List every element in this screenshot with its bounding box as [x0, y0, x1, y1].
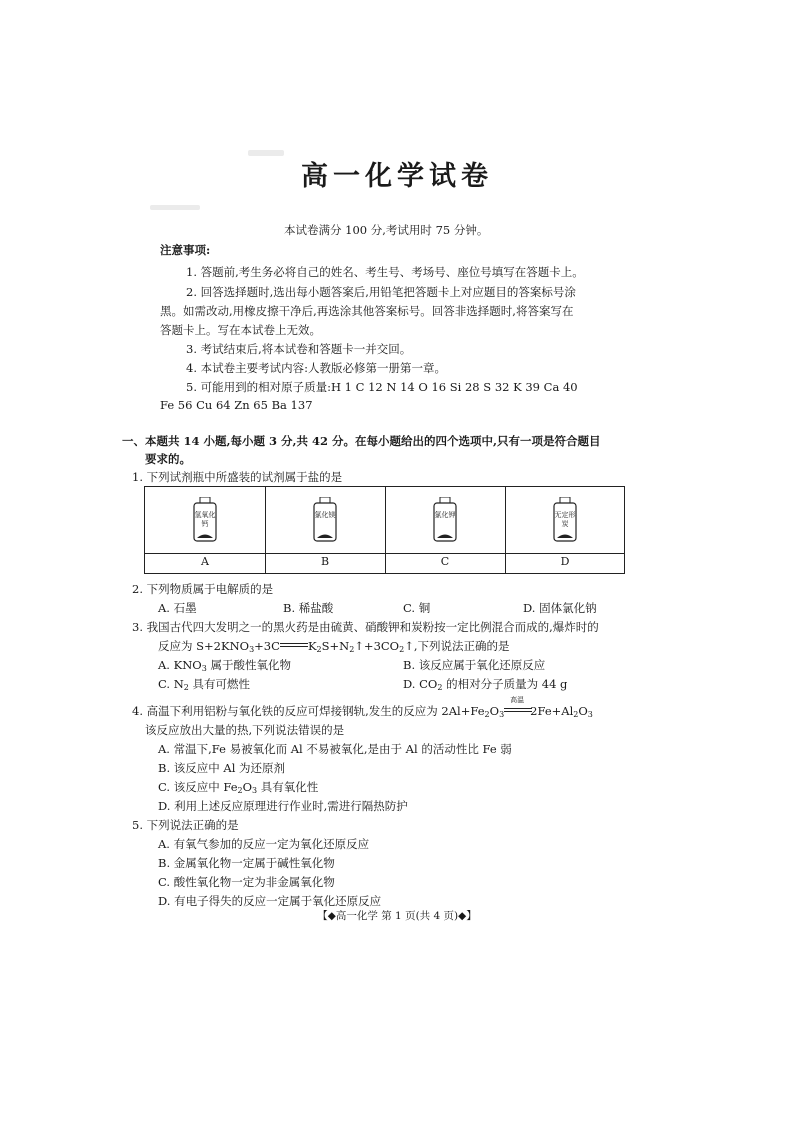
question-1-stem: 1. 下列试剂瓶中所盛装的试剂属于盐的是 [132, 470, 343, 484]
bottle-label: 氢氧化钙 [194, 511, 216, 528]
question-2-option: D. 固体氯化钠 [523, 601, 597, 615]
question-3-stem: 3. 我国古代四大发明之一的黑火药是由硫黄、硝酸钾和炭粉按一定比例混合而成的,爆炸时的 [132, 620, 599, 634]
question-5-stem: 5. 下列说法正确的是 [132, 818, 239, 832]
notice-line: 1. 答题前,考生务必将自己的姓名、考生号、考场号、座位号填写在答题卡上。 [186, 265, 584, 279]
question-2-option: C. 铜 [403, 601, 431, 615]
question-3-equation: 反应为 $S+2KNO_3+3C$ $K_2S+N_2↑+3CO_2↑$,下列说法正确的是 [158, 639, 510, 654]
notice-line: 黑。如需改动,用橡皮擦干净后,再选涂其他答案标号。回答非选择题时,将答案写在 [160, 304, 574, 318]
question-4-option-a: A. 常温下,Fe 易被氧化而 Al 不易被氧化,是由于 Al 的活动性比 Fe 弱 [158, 742, 512, 756]
option-letter: C [440, 555, 450, 568]
question-4-option-d: D. 利用上述反应原理进行作业时,需进行隔热防护 [158, 799, 408, 813]
question-1-bottle-table [144, 486, 625, 574]
section-heading: 一、本题共 14 小题,每小题 3 分,共 42 分。在每小题给出的四个选项中,只有一项是符合题目 [122, 434, 601, 448]
bottle-cell-a [145, 487, 265, 553]
question-3-option-b: B. 该反应属于氧化还原反应 [403, 658, 546, 672]
question-3-option-c: C. $N_2$ 具有可燃性 [158, 677, 251, 692]
question-2-stem: 2. 下列物质属于电解质的是 [132, 582, 274, 596]
notice-line: 5. 可能用到的相对原子质量:H 1 C 12 N 14 O 16 Si 28 S 32 K 39 Ca 40 [186, 380, 578, 394]
option-letter: D [560, 555, 570, 568]
question-4-option-b: B. 该反应中 Al 为还原剂 [158, 761, 286, 775]
bottle-cell-c [385, 487, 505, 553]
question-2-option: B. 稀盐酸 [283, 601, 334, 615]
question-4-option-c: C. 该反应中 $Fe_2O_3$ 具有氧化性 [158, 780, 319, 795]
bottle-label: 无定形炭 [554, 511, 576, 528]
notice-line: 3. 考试结束后,将本试卷和答题卡一并交回。 [186, 342, 412, 356]
notice-heading: 注意事项: [160, 243, 211, 257]
notice-line: 答题卡上。写在本试卷上无效。 [160, 323, 321, 337]
page-footer: 【◆高一化学 第 1 页(共 4 页)◆】 [317, 910, 477, 922]
page-title: 高一化学试卷 [301, 161, 493, 192]
question-3-option-a: A. $KNO_3$ 属于酸性氧化物 [158, 658, 291, 673]
bottle-cell-b [265, 487, 385, 553]
question-3-option-d: D. $CO_2$ 的相对分子质量为 44 g [403, 677, 568, 692]
notice-line: 4. 本试卷主要考试内容:人教版必修第一册第一章。 [186, 361, 446, 375]
notice-line: 2. 回答选择题时,选出每小题答案后,用铅笔把答题卡上对应题目的答案标号涂 [186, 285, 576, 299]
option-letter: B [320, 555, 330, 568]
question-4-stem: 4. 高温下利用铝粉与氧化铁的反应可焊接钢轨,发生的反应为 $2Al+Fe_2O_3$ 高温 $2Fe+Al_2O_3$ [132, 696, 593, 719]
scan-smudge [150, 205, 200, 210]
question-2-option: A. 石墨 [158, 601, 197, 615]
question-5-option: A. 有氧气参加的反应一定为氧化还原反应 [158, 837, 370, 851]
question-5-option: D. 有电子得失的反应一定属于氧化还原反应 [158, 894, 382, 908]
bottle-label: 氯化钾 [434, 511, 456, 519]
question-4-stem-2: 该反应放出大量的热,下列说法错误的是 [145, 723, 345, 737]
reagent-bottle-icon [432, 497, 458, 543]
reagent-bottle-icon [312, 497, 338, 543]
reaction-condition: 高温 [510, 696, 525, 704]
question-5-option: B. 金属氧化物一定属于碱性氧化物 [158, 856, 335, 870]
section-heading: 要求的。 [145, 452, 191, 466]
question-5-option: C. 酸性氧化物一定为非金属氧化物 [158, 875, 335, 889]
bottle-label: 氯化镁 [314, 511, 336, 519]
exam-subtitle: 本试卷满分 100 分,考试用时 75 分钟。 [284, 223, 489, 237]
notice-line: Fe 56 Cu 64 Zn 65 Ba 137 [160, 398, 313, 412]
option-letter: A [201, 555, 209, 568]
bottle-cell-d [505, 487, 625, 553]
